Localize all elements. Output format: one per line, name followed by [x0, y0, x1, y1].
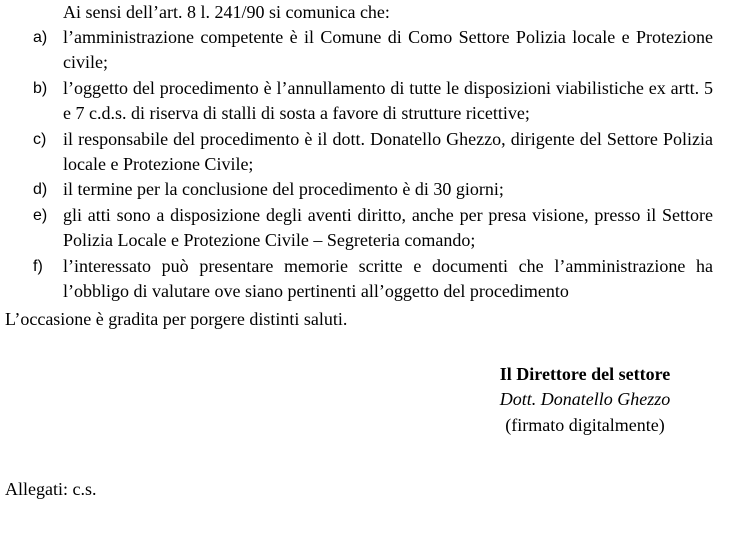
intro-text: Ai sensi dell’art. 8 l. 241/90 si comunica che: [63, 2, 390, 22]
list-marker: c) [33, 130, 47, 148]
signature-name: Dott. Donatello Ghezzo [499, 389, 671, 410]
signature-note: (firmato digitalmente) [505, 414, 665, 435]
signature-block [490, 362, 680, 438]
list-item-text: l’amministrazione competente è il Comune di Como Settore Polizia locale e Protezione civile; [63, 27, 713, 73]
list-item [0, 254, 713, 305]
list-item-text: l’oggetto del procedimento è l’annullamento di tutte le disposizioni viabilistiche ex artt. 5 e 7 c.d.s. di riserva di stalli di sosta a favore di strutture ricettive; [63, 77, 713, 124]
list-marker: d) [33, 181, 48, 199]
list-item-text: gli atti sono a disposizione degli aventi diritto, anche per presa visione, presso il Settore Polizia Locale e Protezione Civile – Segreteria comando; [63, 204, 713, 251]
list-marker: f) [33, 257, 43, 275]
list-item-text: l’interessato può presentare memorie scritte e documenti che l’amministrazione ha l’obbligo di valutare ove siano pertinenti all’oggetto del procedimento [63, 255, 713, 302]
attachments-text: Allegati: c.s. [5, 479, 97, 499]
closing-text: L’occasione è gradita per porgere distinti saluti. [5, 309, 348, 329]
list-item [0, 203, 713, 254]
list-item [0, 76, 713, 127]
list-marker: b) [33, 79, 48, 97]
list-item [0, 177, 713, 202]
list-item [0, 25, 713, 76]
notice-list [0, 25, 733, 304]
list-item-text: il responsabile del procedimento è il dott. Donatello Ghezzo, dirigente del Settore Polizia locale e Protezione Civile; [63, 128, 713, 175]
list-item-text: il termine per la conclusione del procedimento è di 30 giorni; [63, 179, 504, 200]
list-marker: e) [33, 206, 48, 224]
list-item [0, 127, 713, 178]
signature-title: Il Direttore del settore [499, 364, 671, 384]
list-marker: a) [33, 29, 48, 46]
